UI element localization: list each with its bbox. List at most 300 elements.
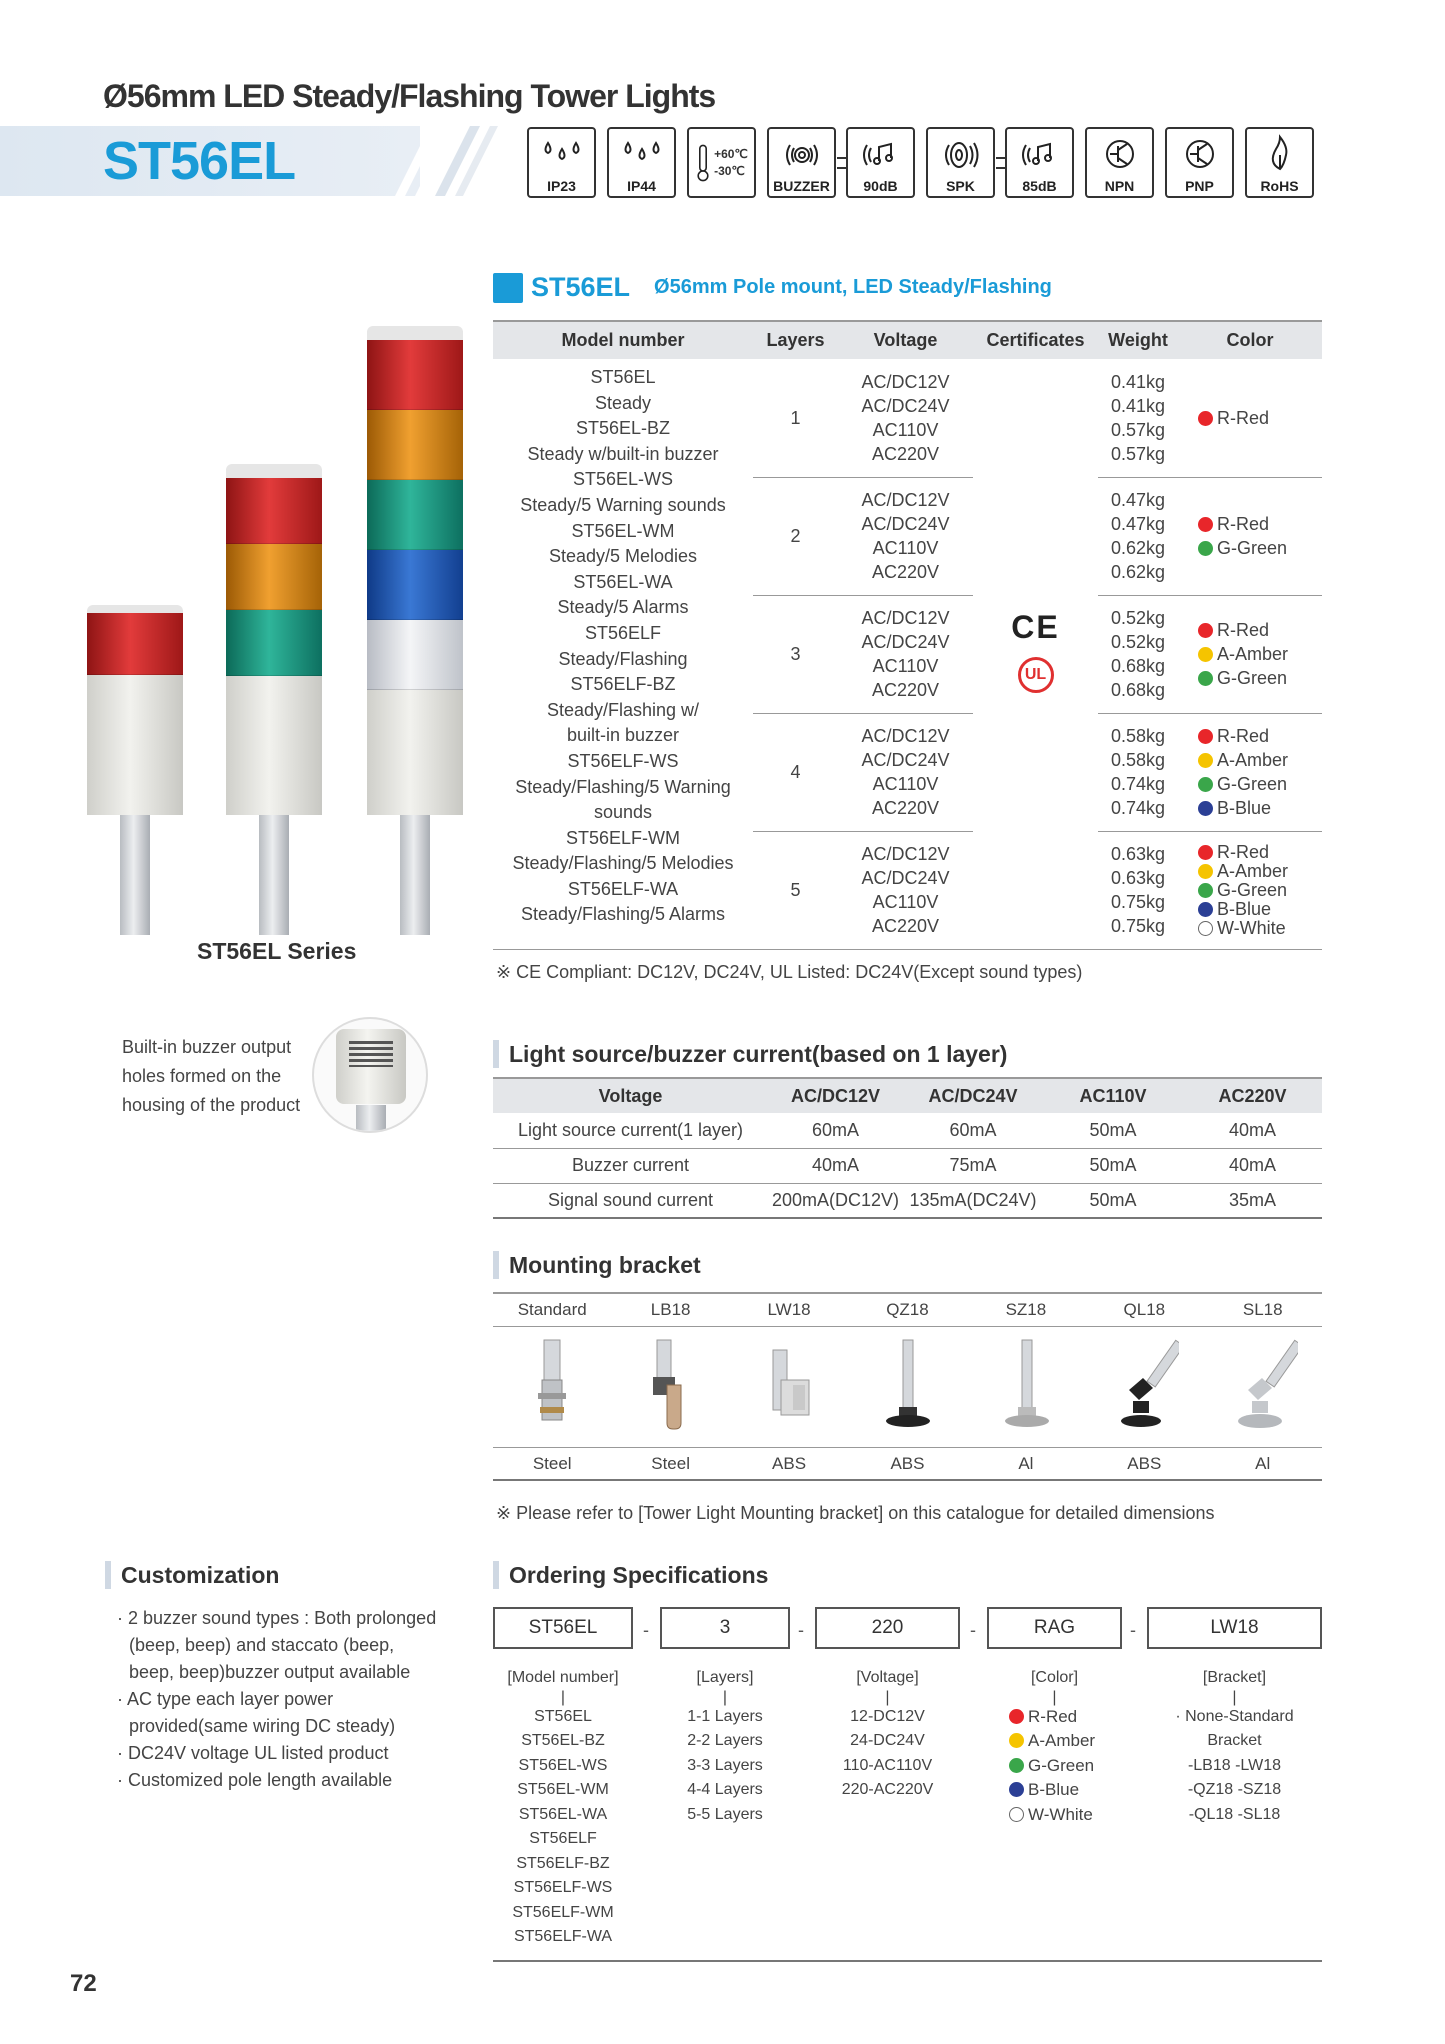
col-header: AC220V (1183, 1078, 1322, 1113)
color-option (1198, 900, 1322, 919)
icon-label: PNP (1185, 178, 1214, 194)
color-label: G-Green (1217, 879, 1288, 900)
current-table (493, 1077, 1322, 1219)
color-option (1198, 862, 1322, 881)
list-item: ST56EL (534, 1707, 592, 1725)
color-dot-icon (1198, 729, 1213, 744)
voltage-cell (838, 477, 973, 595)
list-item: ST56ELF-WS (513, 1879, 613, 1896)
voltage-line: AC220V (871, 680, 940, 700)
color-dot-icon (1198, 801, 1213, 816)
bracket-name: LB18 (650, 1300, 691, 1319)
color-option (1198, 881, 1322, 900)
tower-image-5-layer (367, 326, 463, 935)
bracket-image-standard (493, 1335, 611, 1440)
weight-line: 0.75kg (1110, 916, 1166, 936)
voltage-line: AC/DC12V (861, 726, 950, 746)
col-title: [Voltage] (856, 1669, 919, 1686)
col-title: [Bracket] (1202, 1669, 1267, 1686)
weight-line: 0.58kg (1110, 726, 1166, 746)
ip44-icon (607, 127, 676, 198)
layers-cell: 3 (753, 595, 838, 713)
color-label: R-Red (1217, 514, 1270, 534)
buzzer-icon (767, 127, 836, 198)
feature-icons (527, 127, 1325, 198)
cell: 40mA (768, 1148, 903, 1183)
col-tick: | (560, 1688, 566, 1706)
weight-line: 0.52kg (1110, 608, 1166, 628)
color-dot-icon (1009, 1782, 1024, 1797)
spec-model: ST56EL (531, 272, 631, 302)
model-line: ST56EL-WS (572, 469, 674, 490)
order-col-layers (660, 1666, 790, 1827)
color-option (1009, 1729, 1122, 1754)
col-tick: | (1232, 1688, 1237, 1706)
col-header: Color (1178, 321, 1322, 359)
color-label: B-Blue (1028, 1780, 1080, 1799)
bracket-name: QL18 (1123, 1300, 1166, 1319)
col-tick: | (885, 1688, 890, 1706)
col-title: [Model number] (507, 1669, 619, 1686)
speaker-db-icon (1005, 127, 1074, 198)
bracket-material: Al (1018, 1453, 1034, 1473)
col-title: [Layers] (696, 1669, 754, 1686)
voltage-line: AC/DC12V (861, 371, 950, 392)
color-option (1198, 843, 1322, 862)
model-line: ST56ELF-WA (567, 878, 679, 899)
color-dot-icon (1009, 1733, 1024, 1748)
list-item: -QZ18 -SZ18 (1187, 1781, 1282, 1798)
col-header: Model number (493, 321, 753, 359)
color-option (1198, 618, 1322, 642)
bracket-name: QZ18 (886, 1300, 929, 1319)
weight-line: 0.57kg (1110, 443, 1166, 464)
voltage-line: AC/DC24V (861, 750, 950, 770)
buzzer-note (122, 1033, 300, 1120)
order-box-model: ST56EL (493, 1607, 633, 1649)
list-item: ST56ELF (529, 1830, 597, 1847)
color-cell (1178, 713, 1322, 831)
temp-low: -30℃ (714, 163, 745, 178)
color-label: B-Blue (1217, 798, 1272, 818)
list-item: ST56EL-BZ (521, 1732, 605, 1749)
col-tick: | (1052, 1688, 1057, 1706)
color-label: G-Green (1028, 1755, 1095, 1775)
weight-line: 0.68kg (1110, 656, 1166, 676)
weight-line: 0.57kg (1110, 419, 1166, 440)
icon-label: 90dB (863, 178, 898, 194)
model-line: Steady/Flashing/5 Melodies (512, 853, 734, 874)
color-option (1198, 748, 1322, 772)
spec-title (493, 272, 1052, 303)
voltage-list (815, 1705, 960, 1803)
icon-label: SPK (946, 178, 975, 194)
bracket-image-lw18 (730, 1335, 848, 1440)
bracket-names (493, 1292, 1322, 1327)
list-item: ST56EL-WA (518, 1805, 608, 1823)
bracket-material: ABS (890, 1453, 925, 1473)
bracket-title: Mounting bracket (493, 1251, 701, 1279)
color-list (987, 1705, 1122, 1828)
color-dot-icon (1198, 864, 1213, 879)
color-label: R-Red (1028, 1706, 1078, 1726)
color-label: A-Amber (1217, 860, 1289, 881)
ul-mark-icon (1018, 657, 1054, 693)
model-line: ST56ELF-WM (565, 827, 680, 848)
bracket-materials (493, 1447, 1322, 1481)
icon-label: 85dB (1022, 178, 1057, 194)
color-cell (1178, 359, 1322, 477)
order-dash: - (798, 1620, 804, 1640)
color-label: R-Red (1217, 726, 1270, 746)
color-option (1198, 642, 1322, 666)
color-option (1198, 536, 1322, 560)
model-line: built-in buzzer (566, 725, 680, 746)
cell: 60mA (903, 1113, 1043, 1148)
table-row (493, 1148, 1322, 1183)
list-item: · DC24V voltage UL listed product (117, 1743, 389, 1763)
cell: 50mA (1043, 1148, 1183, 1183)
model-line: Steady/Flashing/5 Warning (515, 776, 731, 797)
cell: Light source current(1 layer) (493, 1113, 768, 1148)
spec-description: Ø56mm Pole mount, LED Steady/Flashing (654, 276, 1052, 298)
ordering-title: Ordering Specifications (493, 1561, 768, 1589)
ul-mark-label: UL (1024, 665, 1047, 683)
weight-cell (1098, 831, 1178, 949)
order-dash: - (1130, 1620, 1136, 1640)
col-header: Weight (1098, 321, 1178, 359)
color-option (1198, 772, 1322, 796)
model-line: Steady/Flashing w/ (546, 699, 700, 720)
cell: 75mA (903, 1148, 1043, 1183)
voltage-line: AC220V (871, 798, 940, 818)
col-tick: | (722, 1688, 728, 1706)
buzzer-db-icon (846, 127, 915, 198)
weight-line: 0.52kg (1110, 632, 1166, 652)
list-item: · AC type each layer power provided(same wiring DC steady) (117, 1689, 396, 1736)
bracket-material: ABS (772, 1453, 807, 1473)
ce-mark-icon: CE (1011, 608, 1060, 645)
color-option (1198, 724, 1322, 748)
list-item: -QL18 -SL18 (1188, 1805, 1281, 1823)
col-header: Certificates (973, 321, 1098, 359)
bracket-table (493, 1292, 1322, 1481)
bracket-material: Al (1255, 1453, 1271, 1473)
page-number: 72 (70, 1970, 97, 1997)
weight-line: 0.47kg (1110, 514, 1166, 534)
weight-line: 0.62kg (1110, 562, 1166, 582)
col-header: Voltage (838, 321, 973, 359)
ip23-icon (527, 127, 596, 198)
color-dot-icon (1198, 671, 1213, 686)
list-item: 5-5 Layers (687, 1805, 763, 1823)
bracket-image-ql18 (1085, 1335, 1203, 1440)
model-line: sounds (593, 802, 653, 823)
voltage-line: AC/DC24V (861, 868, 950, 888)
voltage-line: AC/DC24V (861, 395, 950, 416)
list-item: · None-Standard (1175, 1707, 1294, 1725)
color-label: R-Red (1217, 620, 1270, 640)
list-item: ST56ELF-BZ (516, 1854, 610, 1872)
model-line: ST56EL-BZ (575, 418, 671, 439)
color-label: R-Red (1217, 841, 1270, 862)
bracket-name: Standard (517, 1300, 587, 1319)
voltage-line: AC/DC24V (861, 632, 950, 652)
color-option (1009, 1778, 1122, 1803)
order-col-voltage (815, 1666, 960, 1803)
bracket-name: LW18 (767, 1300, 811, 1319)
list-item: 1-1 Layers (687, 1707, 763, 1725)
ordering-bottom-rule (493, 1960, 1322, 1962)
table-row (493, 359, 1322, 477)
weight-line: 0.47kg (1110, 490, 1166, 510)
bracket-image-qz18 (848, 1335, 966, 1440)
col-header: AC/DC12V (768, 1078, 903, 1113)
weight-line: 0.74kg (1110, 774, 1166, 794)
voltage-line: AC/DC12V (861, 490, 950, 510)
model-line: ST56EL-WA (573, 571, 673, 592)
color-option (1198, 796, 1322, 820)
model-cell (493, 359, 753, 949)
order-col-color (987, 1666, 1122, 1827)
color-label: G-Green (1217, 774, 1288, 794)
voltage-line: AC110V (872, 656, 939, 676)
color-dot-icon (1198, 623, 1213, 638)
col-header: AC110V (1043, 1078, 1183, 1113)
weight-line: 0.68kg (1110, 680, 1166, 700)
list-item: 110-AC110V (842, 1756, 933, 1774)
order-col-model (493, 1666, 633, 1950)
list-item: 4-4 Layers (687, 1781, 763, 1798)
weight-cell (1098, 595, 1178, 713)
bracket-name: SL18 (1242, 1300, 1283, 1319)
list-item: ST56EL-WS (518, 1756, 608, 1774)
col-header: Voltage (493, 1078, 768, 1113)
model-line: ST56ELF-BZ (570, 674, 676, 695)
layers-cell: 1 (753, 359, 838, 477)
list-item: ST56EL-WM (517, 1781, 609, 1798)
order-box-voltage: 220 (815, 1607, 960, 1649)
layer-list (660, 1705, 790, 1828)
color-option (1198, 919, 1322, 938)
bracket-image-sz18 (967, 1335, 1085, 1440)
order-box-color: RAG (987, 1607, 1122, 1649)
list-item: 3-3 Layers (687, 1756, 763, 1774)
weight-line: 0.62kg (1110, 538, 1166, 558)
color-dot-icon (1009, 1758, 1024, 1773)
model-line: ST56ELF-WS (567, 750, 679, 771)
icon-label: RoHS (1260, 178, 1299, 194)
voltage-line: AC/DC24V (861, 514, 950, 534)
header-stripes (360, 126, 520, 196)
pnp-icon (1165, 127, 1234, 198)
model-line: Steady (594, 392, 652, 413)
color-label: W-White (1028, 1804, 1093, 1824)
color-dot-icon (1009, 1709, 1024, 1724)
list-item: ST56ELF-WM (512, 1903, 614, 1921)
list-item: ST56ELF-WA (513, 1928, 613, 1945)
weight-line: 0.41kg (1110, 371, 1166, 392)
current-title: Light source/buzzer current(based on 1 layer) (493, 1040, 1007, 1068)
color-dot-icon (1198, 902, 1213, 917)
list-item: 220-AC220V (841, 1781, 934, 1798)
bracket-image-lb18 (611, 1335, 729, 1440)
model-line: Steady/5 Warning sounds (520, 494, 726, 515)
icon-label: BUZZER (773, 178, 830, 194)
weight-cell (1098, 713, 1178, 831)
weight-line: 0.58kg (1110, 750, 1166, 770)
color-option (1009, 1705, 1122, 1730)
temperature-icon (687, 127, 756, 198)
voltage-line: AC220V (871, 443, 940, 464)
color-label: W-White (1217, 917, 1286, 938)
layers-cell: 2 (753, 477, 838, 595)
buzzer-note-line: housing of the product (122, 1095, 301, 1115)
icon-label: IP23 (547, 178, 576, 194)
table-row (493, 1113, 1322, 1148)
cell: 35mA (1183, 1183, 1322, 1218)
cell: 60mA (768, 1113, 903, 1148)
color-dot-icon (1198, 647, 1213, 662)
model-line: ST56EL-WM (571, 520, 675, 541)
buzzer-note-line: Built-in buzzer output (122, 1037, 292, 1057)
series-label: ST56EL Series (197, 938, 357, 964)
color-dot-icon (1198, 921, 1213, 936)
model-line: Steady/Flashing/5 Alarms (520, 904, 726, 925)
page-subtitle: Ø56mm LED Steady/Flashing Tower Lights (103, 78, 716, 114)
bracket-name: SZ18 (1005, 1300, 1047, 1319)
voltage-cell (838, 359, 973, 477)
bracket-material: Steel (532, 1453, 572, 1473)
color-option (1009, 1754, 1122, 1779)
color-cell (1178, 477, 1322, 595)
cell: 50mA (1043, 1183, 1183, 1218)
voltage-line: AC110V (872, 774, 939, 794)
model-line: Steady w/built-in buzzer (527, 443, 719, 464)
bracket-note: ※ Please refer to [Tower Light Mounting bracket] on this catalogue for detailed dimensions (496, 1503, 1215, 1523)
order-box-layers: 3 (660, 1607, 790, 1649)
color-dot-icon (1198, 411, 1213, 426)
model-line: Steady/5 Melodies (548, 546, 698, 567)
customization-title: Customization (105, 1561, 279, 1589)
color-label: A-Amber (1217, 644, 1289, 664)
list-item: · Customized pole length available (117, 1770, 393, 1790)
bracket-image-sl18 (1204, 1335, 1322, 1440)
voltage-line: AC220V (871, 562, 940, 582)
list-item: 12-DC12V (850, 1707, 925, 1725)
list-item: 24-DC24V (850, 1732, 925, 1749)
color-dot-icon (1009, 1807, 1024, 1822)
voltage-line: AC/DC12V (861, 608, 950, 628)
weight-cell (1098, 359, 1178, 477)
color-dot-icon (1198, 845, 1213, 860)
model-list (493, 1705, 633, 1950)
model-line: Steady/Flashing (558, 648, 688, 669)
voltage-line: AC/DC12V (861, 844, 950, 864)
color-option (1198, 666, 1322, 690)
cell: 40mA (1183, 1148, 1322, 1183)
layers-cell: 5 (753, 831, 838, 949)
list-item: Bracket (1207, 1732, 1262, 1749)
bracket-images (493, 1327, 1322, 1447)
col-title: [Color] (1030, 1669, 1079, 1686)
model-title: ST56EL (103, 131, 296, 191)
buzzer-note-line: holes formed on the (122, 1066, 282, 1086)
voltage-line: AC110V (872, 892, 939, 912)
color-label: B-Blue (1217, 898, 1272, 919)
voltage-cell (838, 595, 973, 713)
weight-line: 0.74kg (1110, 798, 1166, 818)
order-dash: - (643, 1620, 649, 1640)
color-label: G-Green (1217, 668, 1288, 688)
bracket-material: Steel (651, 1453, 690, 1473)
model-line: Steady/5 Alarms (557, 597, 689, 618)
cell: 135mA(DC24V) (903, 1183, 1043, 1218)
color-label: R-Red (1217, 407, 1270, 428)
order-box-bracket: LW18 (1147, 1607, 1322, 1649)
bracket-list (1147, 1705, 1322, 1828)
cell: Signal sound current (493, 1183, 768, 1218)
col-header: Layers (753, 321, 838, 359)
layers-cell: 4 (753, 713, 838, 831)
tower-image-3-layer (226, 464, 322, 935)
bracket-material: ABS (1127, 1453, 1162, 1473)
weight-line: 0.63kg (1110, 844, 1166, 864)
color-option (1009, 1803, 1122, 1828)
rohs-icon (1245, 127, 1314, 198)
voltage-cell (838, 831, 973, 949)
weight-cell (1098, 477, 1178, 595)
icon-label: NPN (1104, 178, 1135, 194)
voltage-line: AC110V (872, 538, 939, 558)
lamp-icon (493, 273, 523, 303)
voltage-line: AC110V (872, 419, 939, 440)
certificates-cell (973, 359, 1098, 949)
color-dot-icon (1198, 517, 1213, 532)
model-line: ST56ELF (584, 622, 662, 643)
color-dot-icon (1198, 753, 1213, 768)
order-col-bracket (1147, 1666, 1322, 1827)
cell: 200mA(DC12V) (768, 1183, 903, 1218)
color-cell (1178, 831, 1322, 949)
cell: 50mA (1043, 1113, 1183, 1148)
list-item: -LB18 -LW18 (1187, 1756, 1282, 1774)
weight-line: 0.63kg (1110, 868, 1166, 888)
color-dot-icon (1198, 777, 1213, 792)
icon-label: IP44 (627, 178, 656, 194)
spec-table (493, 320, 1322, 950)
order-dash: - (970, 1620, 976, 1640)
cell: Buzzer current (493, 1148, 768, 1183)
color-option (1198, 406, 1322, 430)
color-label: A-Amber (1217, 750, 1289, 770)
color-option (1198, 512, 1322, 536)
buzzer-image (312, 1017, 428, 1133)
weight-line: 0.41kg (1110, 395, 1166, 416)
cell: 40mA (1183, 1113, 1322, 1148)
color-dot-icon (1198, 883, 1213, 898)
npn-icon (1085, 127, 1154, 198)
col-header: AC/DC24V (903, 1078, 1043, 1113)
tower-image-1-layer (87, 605, 183, 935)
color-label: A-Amber (1028, 1731, 1096, 1750)
spec-note: ※ CE Compliant: DC12V, DC24V, UL Listed: DC24V(Except sound types) (496, 962, 1083, 982)
temp-high: +60℃ (714, 146, 748, 161)
model-line: ST56EL (590, 367, 656, 387)
list-item: 2-2 Layers (687, 1732, 763, 1749)
color-dot-icon (1198, 541, 1213, 556)
color-label: G-Green (1217, 538, 1288, 558)
